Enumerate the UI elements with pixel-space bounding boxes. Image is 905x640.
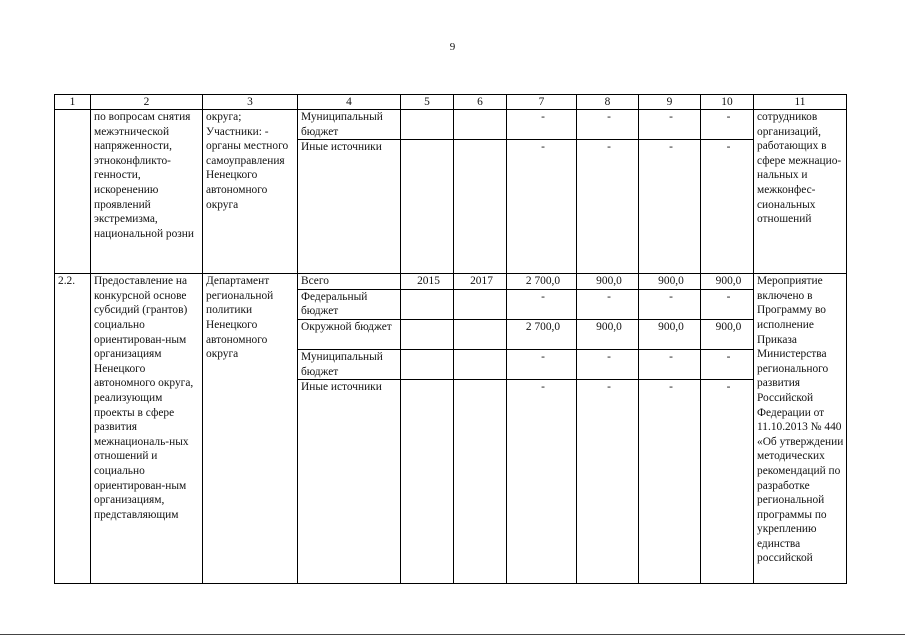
item-number-cell: [55, 110, 91, 274]
header-cell: 5: [401, 95, 454, 110]
header-cell: 11: [754, 95, 847, 110]
amount-cell: -: [639, 349, 701, 379]
total-amount-cell: -: [507, 289, 577, 319]
total-amount-cell: -: [507, 110, 577, 140]
funding-source-cell: Иные источники: [298, 380, 401, 584]
amount-cell: -: [577, 110, 639, 140]
amount-cell: 900,0: [639, 319, 701, 349]
end-year-cell: [454, 380, 507, 584]
end-year-cell: [454, 140, 507, 274]
amount-cell: -: [577, 380, 639, 584]
amount-cell: -: [701, 140, 754, 274]
amount-cell: -: [701, 289, 754, 319]
funding-source-cell: Муниципальный бюджет: [298, 110, 401, 140]
funding-source-cell: Окружной бюджет: [298, 319, 401, 349]
table-row: [55, 110, 847, 140]
item-number-cell: 2.2.: [55, 274, 91, 584]
header-cell: 7: [507, 95, 577, 110]
end-year-cell: [454, 289, 507, 319]
header-cell: 3: [203, 95, 298, 110]
header-cell: 2: [91, 95, 203, 110]
end-year-cell: 2017: [454, 274, 507, 290]
amount-cell: -: [577, 140, 639, 274]
start-year-cell: [401, 110, 454, 140]
item-executor-cell: Департамент региональной политики Ненецкого автономного округа: [203, 274, 298, 584]
amount-cell: -: [639, 380, 701, 584]
amount-cell: -: [639, 140, 701, 274]
amount-cell: -: [577, 289, 639, 319]
start-year-cell: [401, 380, 454, 584]
total-amount-cell: 2 700,0: [507, 319, 577, 349]
header-cell: 10: [701, 95, 754, 110]
header-cell: 1: [55, 95, 91, 110]
item-description-cell: Предоставление на конкурсной основе субсидий (грантов) социально ориентирован-ным организациям Ненецкого автономного округа, реализующим проекты в сфере развития межнациональ-ных отношений и социально ориентирован-ным организациям, представляющим: [91, 274, 203, 584]
page-bottom-edge: [0, 634, 905, 635]
funding-source-cell: Федеральный бюджет: [298, 289, 401, 319]
amount-cell: -: [639, 289, 701, 319]
amount-cell: -: [639, 110, 701, 140]
total-amount-cell: -: [507, 140, 577, 274]
amount-cell: 900,0: [577, 319, 639, 349]
amount-cell: -: [701, 380, 754, 584]
header-cell: 9: [639, 95, 701, 110]
amount-cell: -: [701, 349, 754, 379]
funding-source-cell: Всего: [298, 274, 401, 290]
item-description-cell: по вопросам снятия межэтнической напряженности, этноконфликто-генности, искоренению проявлений экстремизма, национальной розни: [91, 110, 203, 274]
amount-cell: 900,0: [701, 319, 754, 349]
page-number: 9: [449, 41, 456, 53]
header-cell: 6: [454, 95, 507, 110]
header-cell: 4: [298, 95, 401, 110]
start-year-cell: [401, 289, 454, 319]
start-year-cell: [401, 319, 454, 349]
start-year-cell: 2015: [401, 274, 454, 290]
item-note-cell: сотрудников организаций, работающих в сфере межнацио-нальных и межконфес-сиональных отношений: [754, 110, 847, 274]
end-year-cell: [454, 349, 507, 379]
amount-cell: 900,0: [639, 274, 701, 290]
item-note-cell: Мероприятие включено в Программу во исполнение Приказа Министерства регионального развития Российской Федерации от 11.10.2013 № 440 «Об утверждении методических рекомендаций по разработке региональной программы по укреплению единства российской: [754, 274, 847, 584]
amount-cell: 900,0: [577, 274, 639, 290]
funding-source-cell: Иные источники: [298, 140, 401, 274]
table-row: [55, 274, 847, 290]
amount-cell: 900,0: [701, 274, 754, 290]
total-amount-cell: -: [507, 349, 577, 379]
header-cell: 8: [577, 95, 639, 110]
total-amount-cell: -: [507, 380, 577, 584]
amount-cell: -: [701, 110, 754, 140]
total-amount-cell: 2 700,0: [507, 274, 577, 290]
item-executor-cell: округа; Участники: - органы местного самоуправления Ненецкого автономного округа: [203, 110, 298, 274]
column-number-row: [55, 95, 847, 110]
funding-source-cell: Муниципальный бюджет: [298, 349, 401, 379]
amount-cell: -: [577, 349, 639, 379]
start-year-cell: [401, 349, 454, 379]
end-year-cell: [454, 319, 507, 349]
end-year-cell: [454, 110, 507, 140]
start-year-cell: [401, 140, 454, 274]
program-table: [54, 94, 847, 584]
